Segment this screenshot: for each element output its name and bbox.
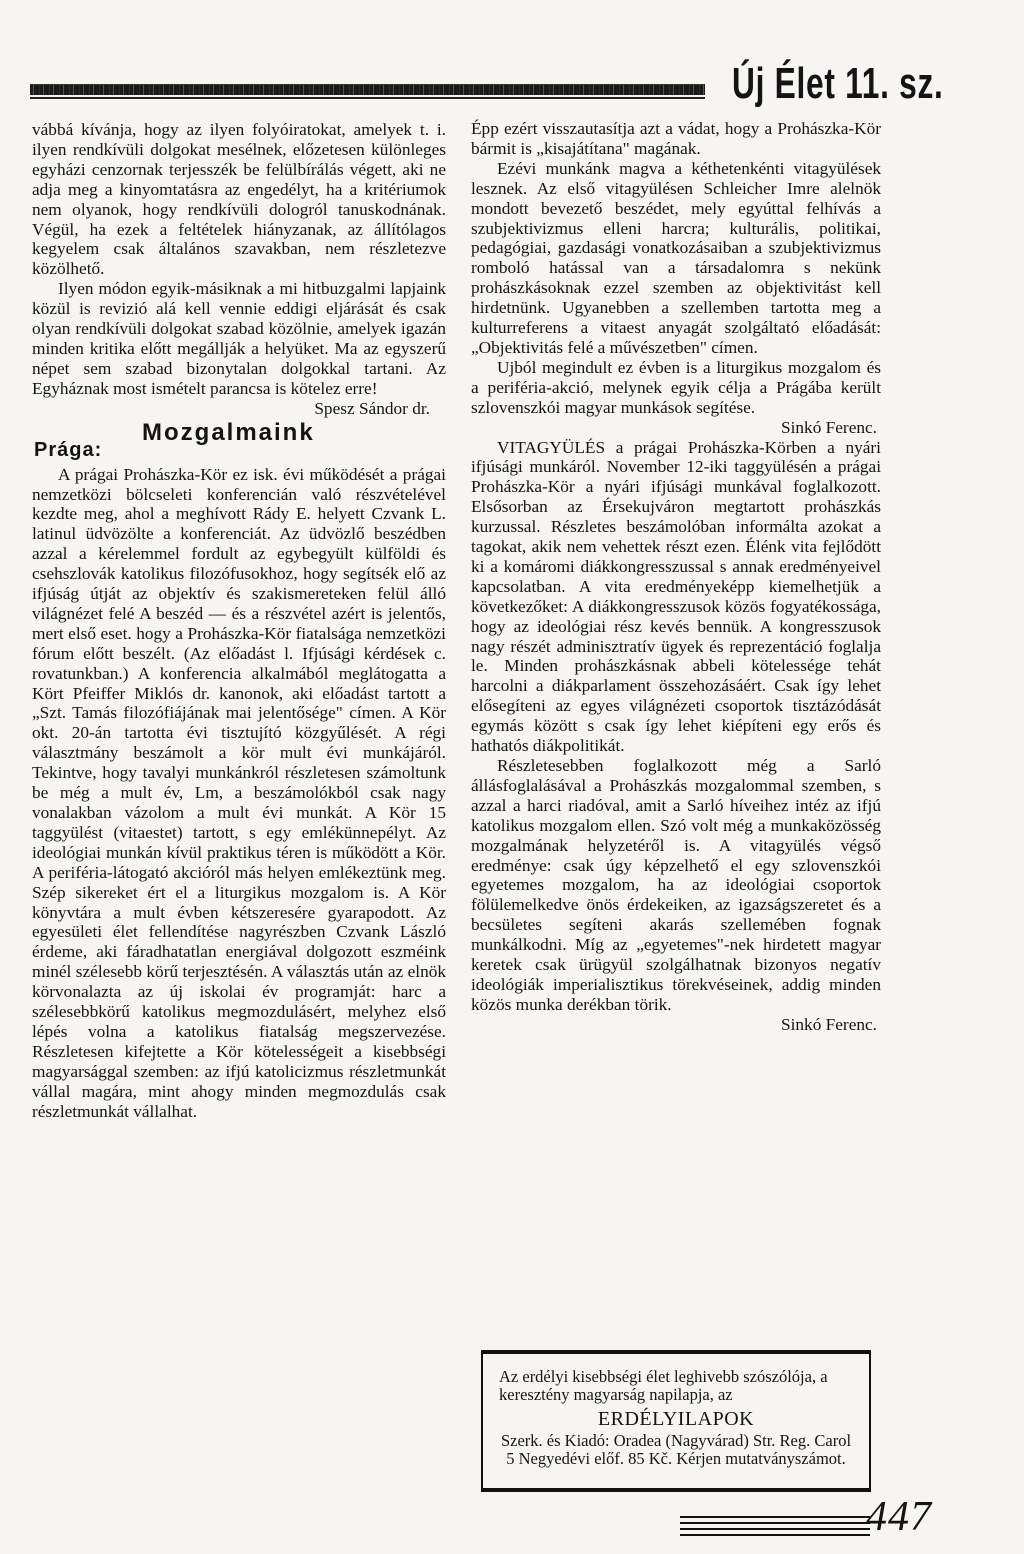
author-signature: Spesz Sándor dr. — [314, 398, 430, 418]
paragraph: VITAGYÜLÉS a prágai Prohászka-Körben a nyári ifjúsági munkáról. November 12-iki taggyülésén a prágai Prohászka-Kör a nyári ifjúsági munkával foglalkozott. Elsősorban az Érsekujváron megtartott prohászkás kurzussal. Részletes beszámolóban informálta azokat a tagokat, akik nem vehettek részt ezen. Élénk vita fejlődött ki a komáromi diákkongresszussal s annak eredményeivel kapcsolatban. A vita eredményeképp kiemelhetjük a következőket: A diákkongresszusok közös fogyatékossága, hogy az ideológiai rész kevés bennük. A kongresszusok nagy részét adminisztratív ügyek és reprezentáció foglalja le. Minden prohászkásnak abbeli kötelessége tehát harcolni a diákparlament összehozásáért. Csak így lehet elősegíteni az egyes világnézeti csoportok tisztázódását egymás között s csak így lehet kiépíteni egy erős és hathatós diákpolitikát. — [471, 437, 881, 756]
paragraph: Ezévi munkánk magva a kéthetenkénti vitagyülések lesznek. Az első vitagyülésen Schleicher Imre alelnök mondott bevezető beszédet, mely egyúttal felhívás a szubjektivizmus elleni harcra; kulturális, politikai, pedagógiai, gazdasági vonatkozásaiban a szubjektivizmus romboló hatással van a társadalomra s nekünk prohászkásoknak ezzel szemben az objektivitást kell hirdetnünk. Ugyanebben a szellemben tartotta meg a kulturreferens a vitaest anyagát szolgáltató előadását: „Objektivitás felé a művészetben" címen. — [471, 158, 881, 357]
page-number: 447 — [866, 1494, 932, 1540]
rule-line — [680, 1528, 870, 1530]
ad-brand-name: ERDÉLYILAPOK — [597, 1408, 755, 1430]
rule-line — [680, 1516, 870, 1518]
paragraph: A prágai Prohászka-Kör ez isk. évi működését a prágai nemzetközi bölcseleti konferencián való részvételével kezdte meg, ahol a meghívott Rády E. helyett Czvank L. latinul üdvözölte a konferenciát. Az üdvözlő beszédben azzal a kérelemmel fordult az egybegyült külföldi és csehszlovák katolikus filozófusokhoz, hogy segítsék elő az ifjúság útját az objektív és szakismereteken felül álló világnézet felé A beszéd — és a részvétel azért is jelentős, mert első eset. hogy a Prohászka-Kör fiatalsága nemzetközi fórum előtt beszélt. (Az előadást l. Ifjúsági kérdések c. rovatunkban.) A konferencia alkalmából meglátogatta a Kört Pfeiffer Miklós dr. kanonok, aki előadást tartott a „Szt. Tamás filozófiájának mai jelentősége" címen. A Kör okt. 20-án tartotta évi tisztujító közgyűlését. A régi választmány beszámolt a kör mult évi munkájáról. Tekintve, hogy tavalyi munkánkról részletesen számoltunk be még a mult év, Lm, a beszámolókból csak nagy vonalakban vázolom a mult évi munkát. A Kör 15 taggyülést (vitaestet) tartott, s egy emlékünnepélyt. Az ideológiai munkán kívül praktikus téren is működött a Kör. A periféria-látogató akcióról más helyen emlékeztünk meg. Szép sikereket ért el a liturgikus mozgalom is. A Kör könyvtára a mult évben kétszeresére gyarapodott. Az egyesületi élet fellendítése nagyrészben Czvank László érdeme, aki fáradhatatlan energiával dolgozott eszméink minél szélesebb körű terjesztésén. A választás után az elnök körvonalazta az új iskolai év programját: harc a szélesebbkörű katolikus megmozdulásért, melyhez első lépés volna a katolikus fiatalság megszervezése. Részletesen kifejtette a Kör kötelességeit a kisebbségi magyarsággal szemben: az ifjú katolicizmus részletmunkát vállal magára, mint ahogy minden megmozdulás csak részletmunkát vállalhat. — [32, 464, 446, 1121]
page-number-rules — [680, 1510, 870, 1536]
paragraph: Épp ezért visszautasítja azt a vádat, hogy a Prohászka-Kör bármit is „kisajátítana" magának. — [471, 119, 881, 158]
rule-line — [680, 1522, 870, 1524]
location-heading: Prága: — [34, 438, 103, 461]
ad-intro-text: Az erdélyi kisebbségi élet leghivebb szószólója, a keresztény magyarság napilapja, az — [499, 1367, 828, 1404]
paragraph: Részletesebben foglalkozott még a Sarló állásfoglalásával a Prohászkás mozgalommal szemben, s azzal a harci riadóval, amit a Sarló híveihez intéz az ifjú katolikus mozgalom ellen. Szó volt még a munkaközösség mozgalmának helyzetéről is. A vitagyülés végső eredménye: csak úgy képzelhető el egy szlovenszkói egyetemes mozgalom, ha az ideológiai csoportok fölülemelkedve önös érdekeiken, az igazságszeretet és a becsületes segíteni akarás szellemében fognak munkálkodni. Míg az „egyetemes"-nek hirdetett magyar keretek csak ürügyül szolgálhatnak bizonyos negatív ideológiák imperialisztikus törekvéseinek, addig minden közös munka derékban törik. — [471, 756, 881, 1014]
right-column — [471, 119, 881, 1035]
masthead: Új Élet 11. sz. — [732, 59, 944, 108]
section-title: Mozgalmaink — [142, 418, 315, 446]
advertisement-box — [481, 1350, 871, 1492]
author-signature: Sinkó Ferenc. — [781, 1014, 877, 1034]
header-thin-rule — [30, 97, 705, 99]
author-signature: Sinkó Ferenc. — [781, 417, 877, 437]
left-column — [32, 120, 446, 1122]
paragraph: Ilyen módon egyik-másiknak a mi hitbuzgalmi lapjaink közül is revizió alá kell vennie eddigi eljárását és csak olyan rendkívüli dolgokat szabad közölnie, amelyek igazán minden kritika előtt megállják a helyüket. Ma az egyszerű népet sem szabad bizonytalan dolgokkal tartani. Az Egyháznak most ismételt parancsa is kötelez erre! — [32, 279, 446, 398]
rule-line — [680, 1534, 870, 1536]
ad-details-text: Szerk. és Kiadó: Oradea (Nagyvárad) Str. Reg. Carol 5 Negyedévi előf. 85 Kč. Kérjen mutatványszámot. — [500, 1431, 852, 1468]
paragraph: vábbá kívánja, hogy az ilyen folyóiratokat, amelyek t. i. ilyen rendkívüli dolgokat mesélnek, előzetesen különleges egyházi cenzornak terjesszék be felülbírálás végett, aki ne adja meg a kinyomtatásra az engedélyt, ha a kritériumok nem olyanok, hogy rendkívüli dologról tanuskodnának. Végül, ha ezek a feltételek hiányzanak, az állítólagos kegyelem csak általános szavakban, nem részletezve közölhető. — [32, 120, 446, 279]
paragraph: Ujból megindult ez évben is a liturgikus mozgalom és a periféria-akció, melynek egyik célja a Prágába került szlovenszkói magyar munkások segítése. — [471, 357, 881, 417]
section-header — [32, 419, 446, 465]
header-decorative-rule — [30, 84, 705, 95]
